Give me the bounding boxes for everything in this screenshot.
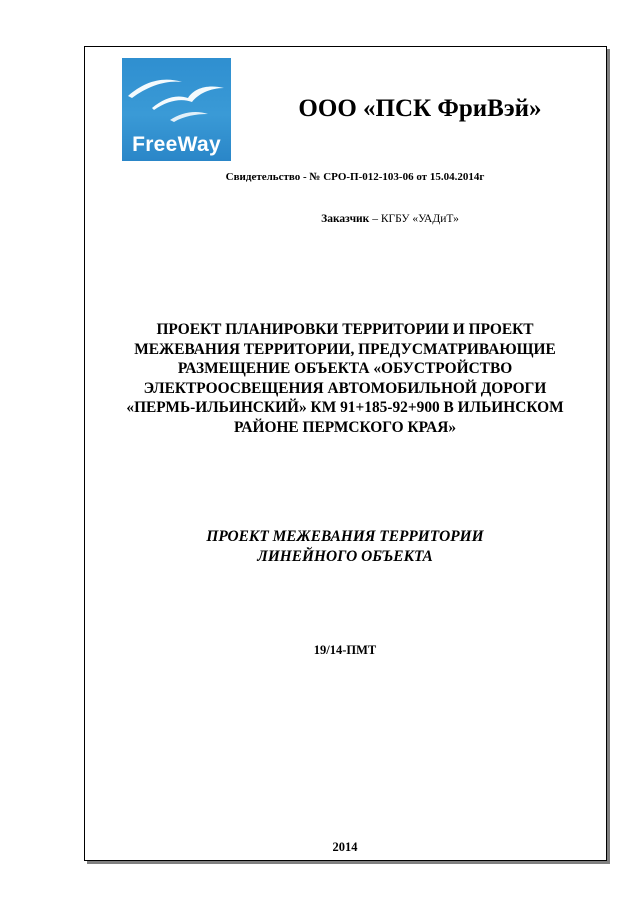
title-line: РАЙОНЕ ПЕРМСКОГО КРАЯ»	[233, 418, 457, 436]
subtitle-line: ПРОЕКТ МЕЖЕВАНИЯ ТЕРРИТОРИИ	[206, 528, 484, 545]
document-code: 19/14-ПМТ	[313, 643, 377, 657]
customer-line	[240, 213, 540, 225]
title-line: МЕЖЕВАНИЯ ТЕРРИТОРИИ, ПРЕДУСМАТРИВАЮЩИЕ	[134, 340, 556, 358]
logo-text: FreeWay	[132, 133, 221, 156]
page-border	[84, 46, 607, 861]
title-line: РАЗМЕЩЕНИЕ ОБЪЕКТА «ОБУСТРОЙСТВО	[177, 360, 513, 377]
section-title	[92, 527, 598, 566]
customer-value: – КГБУ «УАДиТ»	[369, 213, 459, 225]
title-line: ПРОЕКТ ПЛАНИРОВКИ ТЕРРИТОРИИ И ПРОЕКТ	[156, 321, 534, 338]
freeway-logo	[122, 58, 231, 161]
customer-label: Заказчик	[321, 213, 370, 225]
certificate-line: Свидетельство - № СРО-П-012-103-06 от 15.04.2014г	[225, 171, 485, 183]
title-line: ЭЛЕКТРООСВЕЩЕНИЯ АВТОМОБИЛЬНОЙ ДОРОГИ	[143, 379, 547, 397]
subtitle-line: ЛИНЕЙНОГО ОБЪЕКТА	[257, 547, 433, 565]
company-name: ООО «ПСК ФриВэй»	[298, 95, 542, 122]
title-line: «ПЕРМЬ-ИЛЬИНСКИЙ» КМ 91+185-92+900 В ИЛЬИНСКОМ	[126, 399, 564, 416]
document-year: 2014	[332, 840, 358, 854]
project-title	[92, 320, 598, 437]
